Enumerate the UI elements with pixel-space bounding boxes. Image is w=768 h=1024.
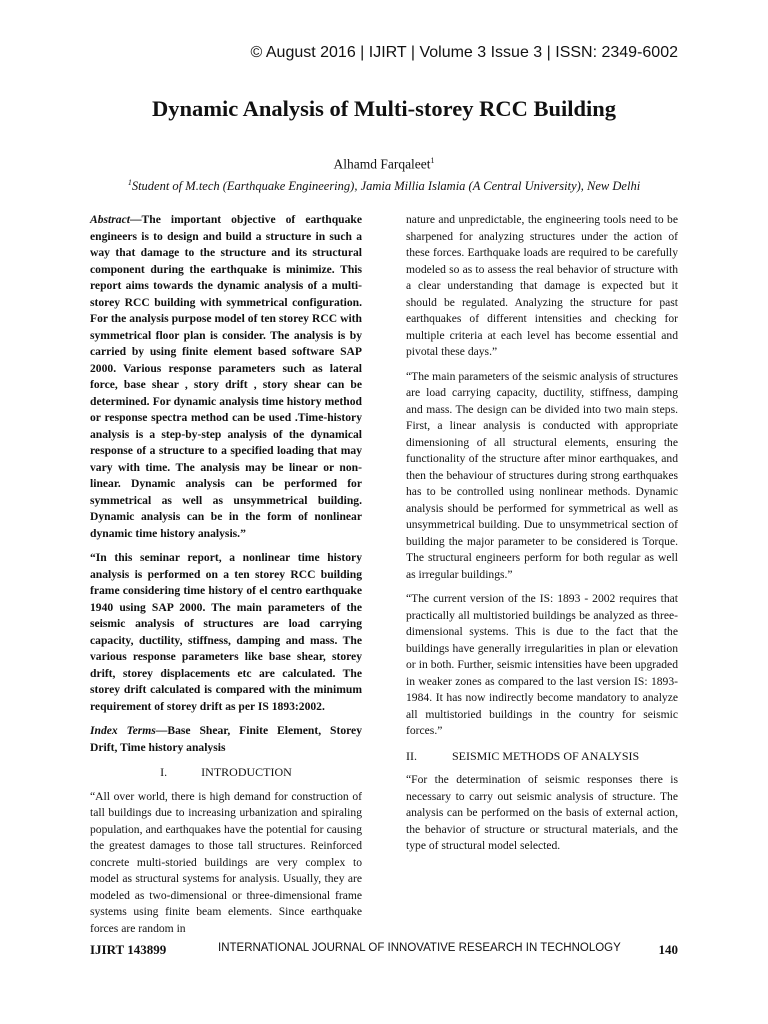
index-terms [90,723,362,756]
paper-title: Dynamic Analysis of Multi-storey RCC Building [152,96,616,121]
section-number: I. [160,765,168,779]
section-title: SEISMIC METHODS OF ANALYSIS [452,748,640,763]
affiliation-text: Student of M.tech (Earthquake Engineering), Jamia Millia Islamia (A Central University), New Delhi [131,179,641,194]
section-number: II. [406,748,417,763]
affiliation-superscript: 1 [127,178,132,187]
abstract-paragraph [90,212,362,542]
footer-journal-name: INTERNATIONAL JOURNAL OF INNOVATIVE RESEARCH IN TECHNOLOGY [218,942,621,954]
author-affiliation [0,178,768,194]
body-paragraph: “The main parameters of the seismic analysis of structures are load carrying capacity, ductility, stiffness, damping and mass. The design can be divided into two main steps. First, a linear analysis is conducted with appropriate dimensioning of all structural elements, ensuring the functionality of the structure after minor earthquakes, and then the behaviour of structures during strong earthquakes has to be controlled using nonlinear methods. Dynamic analysis should be performed for symmetrical as well as unsymmetrical building. Due to unsymmetrical section of building the major parameter to be considered is Torque. The structural engineers perform for both regular as well as irregular buildings.” [406,369,678,581]
journal-header: © August 2016 | IJIRT | Volume 3 Issue 3 | ISSN: 2349-6002 [250,44,678,61]
section-heading-seismic-methods [406,748,678,765]
body-paragraph: nature and unpredictable, the engineering tools need to be sharpened for analyzing structures under the action of these forces. Earthquake loads are required to be carefully modeled so as to assess the real behavior of structure with a clear understanding that damage is expected but it should be regulated. Analyzing the structure for past earthquakes of different intensities and checking for multiple criteria at each level has become essential and pivotal these days.” [406,213,678,358]
introduction-paragraph: “All over world, there is high demand for construction of tall buildings due to increasing urbanization and spiraling population, and earthquakes have the potential for causing the greatest damages to those tall structures. Reinforced concrete multi-storied buildings are very complex to model as structural systems for analysis. Usually, they are modeled as two-dimensional or three-dimensional frame systems using finite beam elements. Since earthquake forces are random in [90,789,362,935]
author-name: Alhamd Farqaleet [333,156,431,172]
index-terms-label: Index Terms [90,724,156,737]
author-line [0,156,768,173]
index-terms-text: —Base Shear, Finite Element, Storey Drift, Time history analysis [90,724,362,754]
section-title: INTRODUCTION [201,765,292,779]
abstract-label: Abstract [90,213,130,226]
footer-paper-id: IJIRT 143899 [90,942,167,957]
body-paragraph: “The current version of the IS: 1893 - 2002 requires that practically all multistoried buildings be analyzed as three-dimensional systems. This is due to the fact that the buildings have generally irregularities in plan or elevation or in both. Further, seismic intensities have been upgraded in weaker zones as compared to the last version IS: 1893-1984. It has now indirectly become mandatory to analyze all multistoried buildings in the country for seismic forces.” [406,592,678,737]
author-superscript: 1 [430,156,435,165]
summary-paragraph: “In this seminar report, a nonlinear time history analysis is performed on a ten storey RCC building frame considering time history of el centro earthquake 1940 using SAP 2000. The main parameters of the seismic analysis of structures are load carrying capacity, ductility, stiffness, damping and mass. The various response parameters like base shear, storey drift, storey displacements etc are calculated. The storey drift calculated is compared with the minimum requirement of storey drift as per IS 1893:2002. [90,551,362,713]
abstract-text: —The important objective of earthquake engineers is to design and build a structure in such a way that damage to the structure and its structural component during the earthquake is minimize. This report aims towards the dynamic analysis of a multi-storey RCC building with symmetrical configuration. For the analysis purpose model of ten storey RCC with symmetrical floor plan is consider. The analysis is by carried by using finite element based software SAP 2000. Various response parameters such as lateral force, base shear , story drift , story shear can be determined. For dynamic analysis time history method or response spectra method can be used .Time-history analysis is a step-by-step analysis of the dynamical response of a structure to a specified loading that may vary with time. The analysis may be linear or non-linear. Dynamic analysis can be performed for symmetrical as well as unsymmetrical building. Dynamic analysis can be in the form of nonlinear dynamic time history analysis.” [90,213,362,540]
section-heading-introduction [90,764,362,781]
footer-page-number: 140 [658,942,678,957]
right-column [406,212,678,863]
left-column [90,212,362,945]
body-paragraph: “For the determination of seismic responses there is necessary to carry out seismic analysis of structure. The analysis can be performed on the basis of external action, the behavior of structure or structural materials, and the type of structural model selected. [406,773,678,852]
